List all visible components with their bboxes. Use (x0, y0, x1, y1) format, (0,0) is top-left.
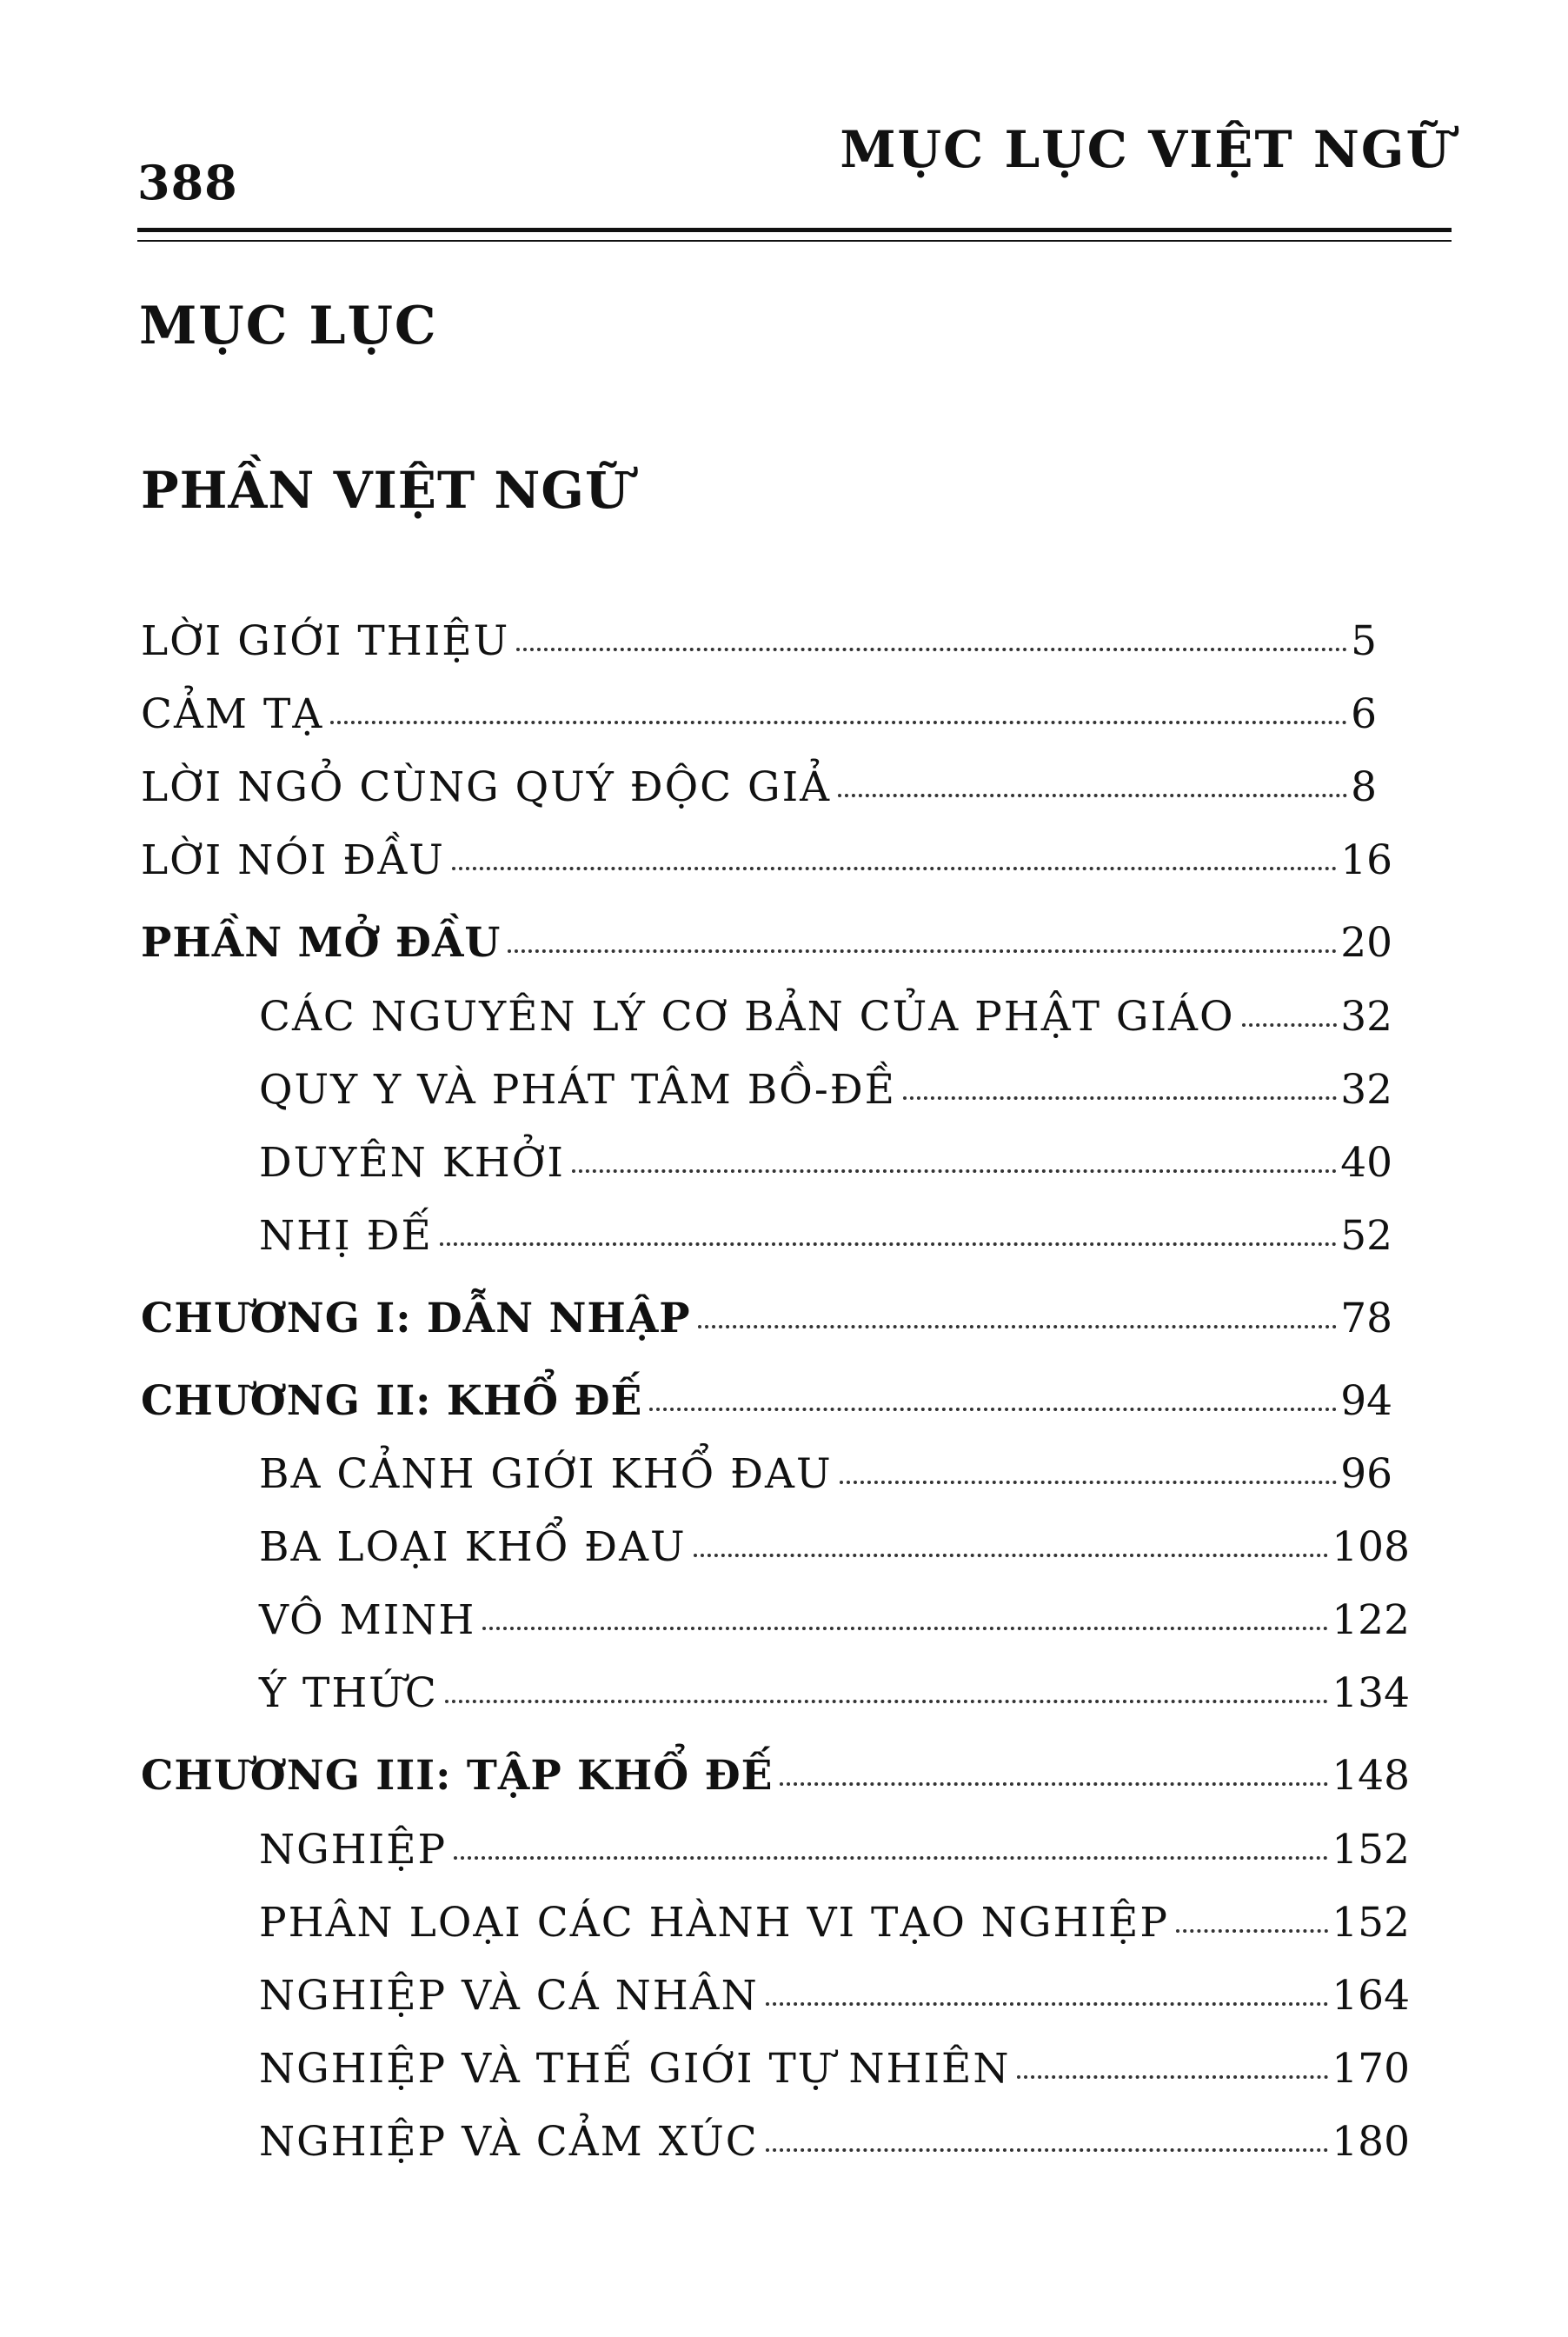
toc-entry-label: CÁC NGUYÊN LÝ CƠ BẢN CỦA PHẬT GIÁO (259, 993, 1235, 1041)
toc-entry-label: NGHIỆP VÀ THẾ GIỚI TỰ NHIÊN (259, 2045, 1011, 2093)
toc-entry (141, 835, 1392, 887)
dot-leader (698, 1325, 1338, 1328)
toc-title: MỤC LỤC (139, 296, 438, 356)
toc-entry-page-number: 148 (1332, 1752, 1410, 1800)
dot-leader (1242, 1023, 1338, 1027)
toc-entry (259, 1595, 1410, 1647)
dot-leader (766, 2148, 1329, 2152)
toc-entry (259, 991, 1392, 1043)
dot-leader (330, 721, 1347, 724)
dot-leader (838, 794, 1347, 797)
toc-entry-page-number: 32 (1340, 993, 1392, 1041)
dot-leader (903, 1096, 1337, 1100)
toc-entry-label: DUYÊN KHỞI (259, 1139, 565, 1187)
toc-entry-page-number: 40 (1340, 1139, 1392, 1187)
toc-entry-page-number: 6 (1351, 690, 1377, 738)
toc-entry-label: PHÂN LOẠI CÁC HÀNH VI TẠO NGHIỆP (259, 1899, 1169, 1947)
toc-entry (259, 2043, 1410, 2095)
dot-leader (572, 1169, 1337, 1173)
toc-entry-label: LỜI GIỚI THIỆU (141, 617, 510, 665)
toc-entry-label: QUY Y VÀ PHÁT TÂM BỒ-ĐỀ (259, 1066, 896, 1114)
toc-entry-label: Ý THỨC (259, 1669, 438, 1717)
dot-leader (445, 1700, 1328, 1703)
toc-entry-page-number: 134 (1332, 1669, 1410, 1717)
toc-entry-page-number: 152 (1332, 1826, 1410, 1874)
toc-entry (141, 689, 1377, 741)
toc-entry-page-number: 78 (1340, 1295, 1392, 1342)
dot-leader (694, 1554, 1329, 1557)
toc-entry-label: NGHIỆP VÀ CẢM XÚC (259, 2118, 759, 2166)
toc-entry-page-number: 32 (1340, 1066, 1392, 1114)
toc-entry-label: CHƯƠNG III: TẬP KHỔ ĐẾ (141, 1752, 774, 1800)
toc-entry-label: BA LOẠI KHỔ ĐAU (259, 1523, 687, 1571)
toc-entry-page-number: 20 (1340, 919, 1392, 967)
page-number: 388 (137, 155, 238, 210)
toc-entry-label: CHƯƠNG II: KHỔ ĐẾ (141, 1377, 643, 1425)
toc-entry-page-number: 96 (1340, 1450, 1392, 1498)
toc-entry (259, 1897, 1410, 1949)
toc-entry-page-number: 122 (1332, 1596, 1410, 1644)
toc-entry-page-number: 108 (1332, 1523, 1410, 1571)
dot-leader (452, 867, 1337, 870)
dot-leader (508, 949, 1337, 953)
dot-leader (516, 648, 1347, 651)
dot-leader (440, 1242, 1337, 1246)
part-title: PHẦN VIỆT NGỮ (141, 461, 630, 520)
toc-entry-page-number: 164 (1332, 1972, 1410, 2020)
toc-entry-label: LỜI NÓI ĐẦU (141, 836, 445, 884)
dot-leader (766, 2002, 1329, 2006)
toc-entry (259, 1824, 1410, 1876)
toc-entry (259, 1970, 1410, 2022)
toc-entry (259, 1064, 1392, 1116)
toc-entry-label: NGHIỆP (259, 1826, 448, 1874)
toc-entry (141, 616, 1377, 668)
toc-entry-page-number: 16 (1340, 836, 1392, 884)
dot-leader (840, 1481, 1338, 1484)
toc-entry-page-number: 170 (1332, 2045, 1410, 2093)
dot-leader (649, 1408, 1337, 1411)
toc-entry-page-number: 52 (1340, 1212, 1392, 1260)
toc-entry (141, 1375, 1392, 1428)
toc-entry-label: LỜI NGỎ CÙNG QUÝ ĐỘC GIẢ (141, 763, 832, 811)
toc-entry-label: PHẦN MỞ ĐẦU (141, 919, 502, 967)
toc-entry (141, 917, 1392, 969)
toc-entry-page-number: 5 (1351, 617, 1377, 665)
toc-entry (141, 1293, 1392, 1345)
toc-entry-label: CHƯƠNG I: DẪN NHẬP (141, 1295, 691, 1342)
toc-entry (259, 1668, 1410, 1720)
toc-entry (259, 1521, 1410, 1574)
toc-entry (259, 1448, 1392, 1501)
toc-entry-page-number: 152 (1332, 1899, 1410, 1947)
toc-entry (259, 1210, 1392, 1262)
toc-entry-page-number: 180 (1332, 2118, 1410, 2166)
toc-entry-label: BA CẢNH GIỚI KHỔ ĐAU (259, 1450, 833, 1498)
dot-leader (1017, 2075, 1328, 2079)
dot-leader (482, 1627, 1328, 1630)
toc-entry-label: NGHIỆP VÀ CÁ NHÂN (259, 1972, 759, 2020)
dot-leader (1176, 1929, 1328, 1933)
toc-entry-page-number: 94 (1340, 1377, 1392, 1425)
toc-entry (259, 1137, 1392, 1189)
toc-entry-page-number: 8 (1351, 763, 1377, 811)
running-header: MỤC LỤC VIỆT NGỮ (840, 120, 1452, 179)
toc-entry (141, 1750, 1410, 1802)
dot-leader (780, 1782, 1328, 1786)
toc-entry-label: CẢM TẠ (141, 690, 324, 738)
toc-entry-label: NHỊ ĐẾ (259, 1212, 433, 1260)
toc-entry (141, 762, 1377, 814)
toc-entry-label: VÔ MINH (259, 1596, 476, 1644)
dot-leader (454, 1856, 1328, 1860)
toc-entry (259, 2116, 1410, 2168)
